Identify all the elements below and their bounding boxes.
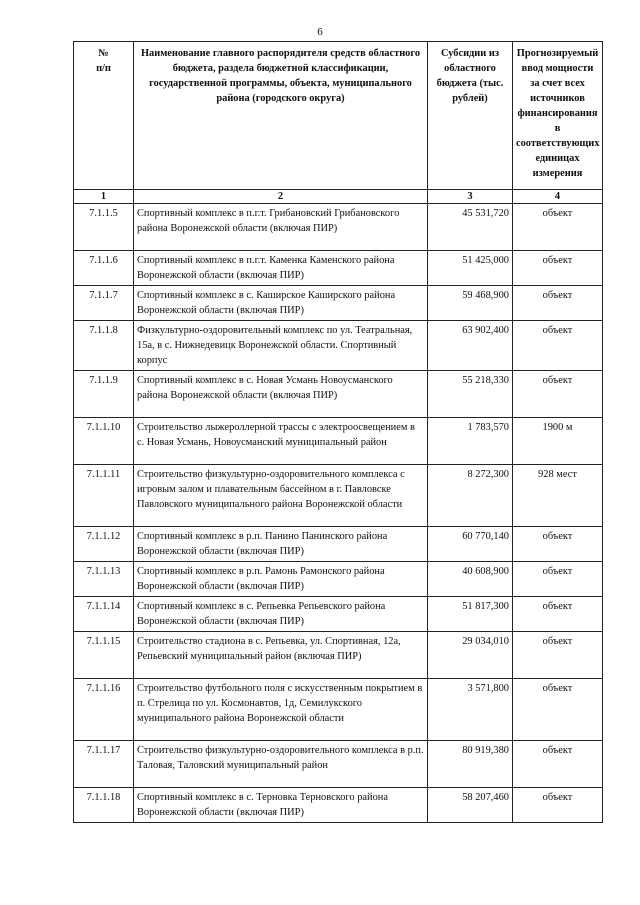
table-row <box>74 321 603 371</box>
row-number: 7.1.1.17 <box>74 741 134 788</box>
table-row <box>74 251 603 286</box>
table-row <box>74 632 603 679</box>
row-object-name: Строительство физкультурно-оздоровительного комплекса в р.п. Таловая, Таловский муниципальный район <box>134 741 428 788</box>
row-number: 7.1.1.15 <box>74 632 134 679</box>
row-number: 7.1.1.18 <box>74 788 134 823</box>
row-number: 7.1.1.14 <box>74 597 134 632</box>
row-subsidy: 63 902,400 <box>428 321 513 371</box>
table-row <box>74 788 603 823</box>
row-capacity: объект <box>513 679 603 741</box>
row-object-name: Спортивный комплекс в с. Каширское Каширского района Воронежской области (включая ПИР) <box>134 286 428 321</box>
row-subsidy: 60 770,140 <box>428 527 513 562</box>
row-subsidy: 8 272,300 <box>428 465 513 527</box>
row-subsidy: 29 034,010 <box>428 632 513 679</box>
row-subsidy: 51 817,300 <box>428 597 513 632</box>
row-number: 7.1.1.13 <box>74 562 134 597</box>
row-number: 7.1.1.5 <box>74 204 134 251</box>
header-name: Наименование главного распорядителя средств областного бюджета, раздела бюджетной классификации, государственной программы, объекта, муниципального района (городского округа) <box>134 42 428 190</box>
table-row <box>74 527 603 562</box>
row-object-name: Спортивный комплекс в р.п. Панино Панинского района Воронежской области (включая ПИР) <box>134 527 428 562</box>
row-capacity: объект <box>513 251 603 286</box>
row-object-name: Спортивный комплекс в р.п. Рамонь Рамонского района Воронежской области (включая ПИР) <box>134 562 428 597</box>
row-subsidy: 40 608,900 <box>428 562 513 597</box>
table-row <box>74 597 603 632</box>
row-number: 7.1.1.10 <box>74 418 134 465</box>
row-capacity: объект <box>513 597 603 632</box>
row-capacity: объект <box>513 371 603 418</box>
table-row <box>74 741 603 788</box>
row-capacity: объект <box>513 321 603 371</box>
row-subsidy: 45 531,720 <box>428 204 513 251</box>
row-object-name: Строительство физкультурно-оздоровительного комплекса с игровым залом и плавательным бассейном в г. Павловске Павловского муниципального района Воронежской области <box>134 465 428 527</box>
column-index: 3 <box>428 190 513 204</box>
row-object-name: Строительство футбольного поля с искусственным покрытием в п. Стрелица по ул. Космонавтов, 1д, Семилукского муниципального района Воронежской области <box>134 679 428 741</box>
row-object-name: Строительство лыжероллерной трассы с электроосвещением в с. Новая Усмань, Новоусманский муниципальный район <box>134 418 428 465</box>
row-capacity: 928 мест <box>513 465 603 527</box>
table-row <box>74 418 603 465</box>
table-row <box>74 204 603 251</box>
row-number: 7.1.1.16 <box>74 679 134 741</box>
row-subsidy: 55 218,330 <box>428 371 513 418</box>
row-subsidy: 59 468,900 <box>428 286 513 321</box>
row-subsidy: 80 919,380 <box>428 741 513 788</box>
column-index: 1 <box>74 190 134 204</box>
row-number: 7.1.1.9 <box>74 371 134 418</box>
column-index: 4 <box>513 190 603 204</box>
header-subsidy: Субсидии из областного бюджета (тыс. рублей) <box>428 42 513 190</box>
row-capacity: объект <box>513 562 603 597</box>
row-subsidy: 51 425,000 <box>428 251 513 286</box>
table-header-row <box>74 42 603 190</box>
row-object-name: Физкультурно-оздоровительный комплекс по ул. Театральная, 15а, в с. Нижнедевицк Воронежской области. Спортивный корпус <box>134 321 428 371</box>
row-object-name: Строительство стадиона в с. Репьевка, ул. Спортивная, 12а, Репьевский муниципальный район (включая ПИР) <box>134 632 428 679</box>
table-row <box>74 562 603 597</box>
row-capacity: объект <box>513 632 603 679</box>
row-capacity: объект <box>513 741 603 788</box>
row-subsidy: 58 207,460 <box>428 788 513 823</box>
row-number: 7.1.1.12 <box>74 527 134 562</box>
row-object-name: Спортивный комплекс в п.г.т. Грибановский Грибановского района Воронежской области (включая ПИР) <box>134 204 428 251</box>
header-number: № п/п <box>74 42 134 190</box>
row-object-name: Спортивный комплекс в п.г.т. Каменка Каменского района Воронежской области (включая ПИР) <box>134 251 428 286</box>
row-capacity: объект <box>513 286 603 321</box>
table-row <box>74 679 603 741</box>
row-capacity: объект <box>513 788 603 823</box>
row-capacity: 1900 м <box>513 418 603 465</box>
header-capacity: Прогнозируемый ввод мощности за счет всех источников финансирования в соответствующих единицах измерения <box>513 42 603 190</box>
row-object-name: Спортивный комплекс в с. Репьевка Репьевского района Воронежской области (включая ПИР) <box>134 597 428 632</box>
row-object-name: Спортивный комплекс в с. Терновка Терновского района Воронежской области (включая ПИР) <box>134 788 428 823</box>
row-number: 7.1.1.7 <box>74 286 134 321</box>
column-index-row <box>74 190 603 204</box>
column-index: 2 <box>134 190 428 204</box>
row-subsidy: 1 783,570 <box>428 418 513 465</box>
row-number: 7.1.1.11 <box>74 465 134 527</box>
table-row <box>74 371 603 418</box>
row-capacity: объект <box>513 204 603 251</box>
budget-table <box>73 41 603 823</box>
row-subsidy: 3 571,800 <box>428 679 513 741</box>
row-number: 7.1.1.6 <box>74 251 134 286</box>
row-object-name: Спортивный комплекс в с. Новая Усмань Новоусманского района Воронежской области (включая ПИР) <box>134 371 428 418</box>
row-capacity: объект <box>513 527 603 562</box>
table-row <box>74 286 603 321</box>
table-row <box>74 465 603 527</box>
row-number: 7.1.1.8 <box>74 321 134 371</box>
page-number: 6 <box>317 26 323 38</box>
